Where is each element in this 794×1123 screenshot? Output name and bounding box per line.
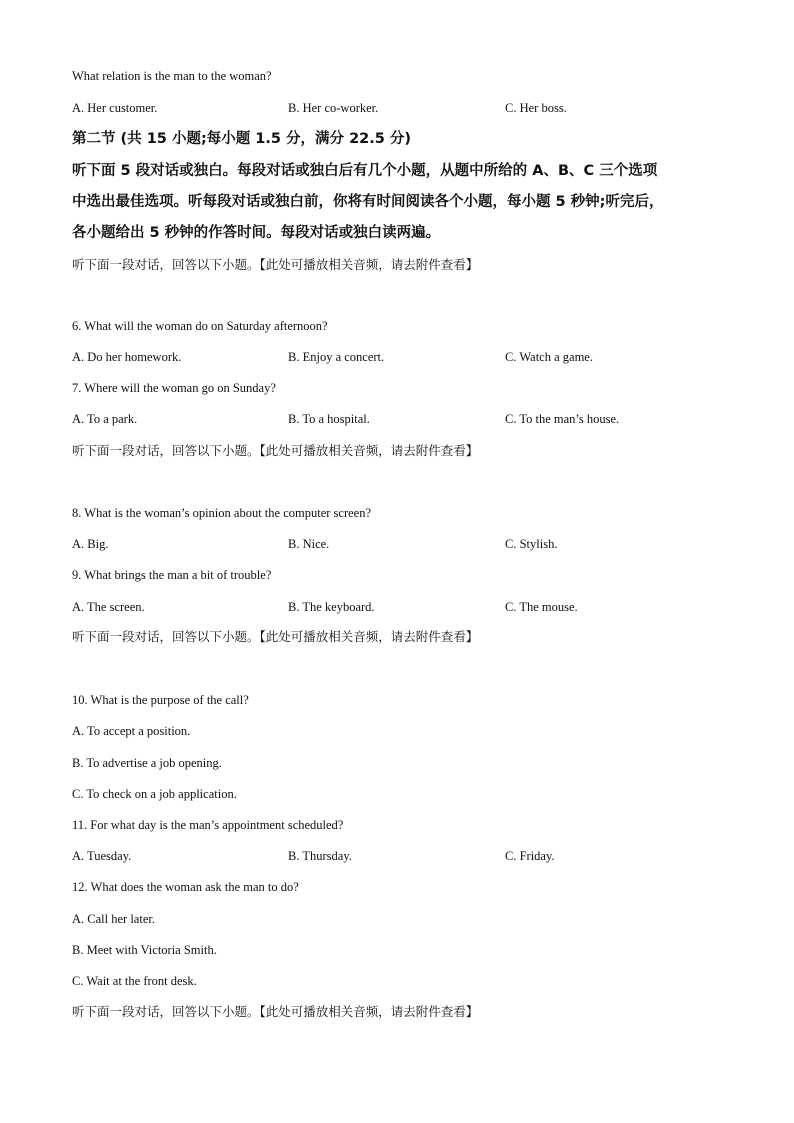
question-6-option-b: B. Enjoy a concert.	[288, 350, 385, 364]
question-12-text: 12. What does the woman ask the man to do?	[72, 880, 299, 894]
question-5-option-c: C. Her boss.	[505, 101, 567, 115]
question-8-option-c: C. Stylish.	[505, 537, 558, 551]
question-9-option-c: C. The mouse.	[505, 600, 578, 614]
question-5-text: What relation is the man to the woman?	[72, 69, 272, 83]
question-9-option-b: B. The keyboard.	[288, 600, 375, 614]
question-7-text: 7. Where will the woman go on Sunday?	[72, 381, 276, 395]
question-6-text: 6. What will the woman do on Saturday afternoon?	[72, 319, 328, 333]
question-11-text: 11. For what day is the man’s appointment scheduled?	[72, 818, 344, 832]
question-12-option-b: B. Meet with Victoria Smith.	[72, 943, 217, 957]
question-6-option-c: C. Watch a game.	[505, 350, 593, 364]
audio-note-3: 听下面一段对话，回答以下小题。【此处可播放相关音频，请去附件查看】	[72, 629, 479, 644]
section-2-instructions-line-1: 听下面 5 段对话或独白。每段对话或独白后有几个小题，从题中所给的 A、B、C 三个选项	[72, 163, 658, 179]
question-7-option-c: C. To the man’s house.	[505, 412, 620, 426]
question-7-option-b: B. To a hospital.	[288, 412, 370, 426]
audio-note-2: 听下面一段对话，回答以下小题。【此处可播放相关音频，请去附件查看】	[72, 443, 479, 458]
question-5-option-b: B. Her co-worker.	[288, 101, 379, 115]
section-2-instructions-line-3: 各小题给出 5 秒钟的作答时间。每段对话或独白读两遍。	[72, 225, 441, 241]
audio-note-4: 听下面一段对话，回答以下小题。【此处可播放相关音频，请去附件查看】	[72, 1004, 479, 1019]
question-8-text: 8. What is the woman’s opinion about the computer screen?	[72, 506, 371, 520]
question-12-option-a: A. Call her later.	[72, 912, 155, 926]
question-9-text: 9. What brings the man a bit of trouble?	[72, 568, 272, 582]
question-10-option-c: C. To check on a job application.	[72, 787, 237, 801]
question-10-text: 10. What is the purpose of the call?	[72, 693, 249, 707]
question-10-option-b: B. To advertise a job opening.	[72, 756, 222, 770]
question-7-option-a: A. To a park.	[72, 412, 138, 426]
question-11-option-a: A. Tuesday.	[72, 849, 132, 863]
question-11-option-b: B. Thursday.	[288, 849, 352, 863]
section-2-instructions-line-2: 中选出最佳选项。听每段对话或独白前，你将有时间阅读各个小题，每小题 5 秒钟;听完后，	[72, 194, 664, 210]
question-5-option-a: A. Her customer.	[72, 101, 158, 115]
question-9-option-a: A. The screen.	[72, 600, 145, 614]
question-11-option-c: C. Friday.	[505, 849, 555, 863]
question-6-option-a: A. Do her homework.	[72, 350, 182, 364]
section-2-heading: 第二节 (共 15 小题;每小题 1.5 分，满分 22.5 分)	[72, 131, 412, 147]
question-10-option-a: A. To accept a position.	[72, 724, 191, 738]
question-12-option-c: C. Wait at the front desk.	[72, 974, 197, 988]
question-8-option-b: B. Nice.	[288, 537, 330, 551]
question-8-option-a: A. Big.	[72, 537, 109, 551]
audio-note-1: 听下面一段对话，回答以下小题。【此处可播放相关音频，请去附件查看】	[72, 257, 479, 272]
